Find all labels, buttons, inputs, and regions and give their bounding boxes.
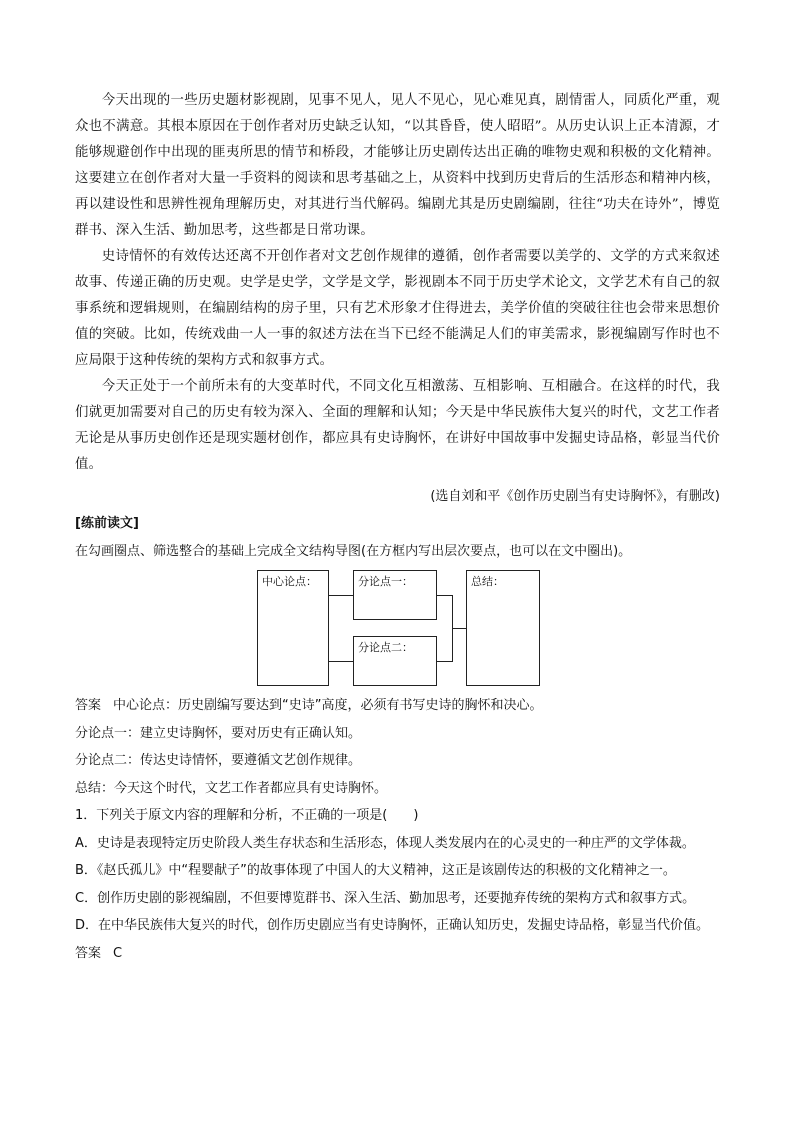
answer-label: 答案 xyxy=(75,698,102,713)
connector-line xyxy=(452,628,466,629)
practice-instruction: 在勾画圈点、筛选整合的基础上完成全文结构导图(在方框内写出层次要点，也可以在文中圈出)。 xyxy=(75,544,632,559)
passage-paragraph-2: 史诗情怀的有效传达还离不开创作者对文艺创作规律的遵循，创作者需要以美学的、文学的方式来叙述故事、传递正确的历史观。史学是史学，文学是文学，影视剧本不同于历史学术论文，文学艺术有自己的叙事系统和逻辑规则，在编剧结构的房子里，只有艺术形象才住得进去，美学价值的突破往往也会带来思想价值的突破。比如，传统戏曲一人一事的叙述方法在当下已经不能满足人们的审美需求，影视编剧写作时也不应局限于这种传统的架构方式和叙事方式。 xyxy=(75,249,720,368)
passage-source: (选自刘和平《创作历史剧当有史诗胸怀》，有删改) xyxy=(430,489,720,504)
answer-central-text: 中心论点：历史剧编写要达到“史诗”高度，必须有书写史诗的胸怀和决心。 xyxy=(113,698,543,713)
answer-sub-2: 分论点二：传达史诗情怀，要遵循文艺创作规律。 xyxy=(75,753,362,768)
option-c: C．创作历史剧的影视编剧，不但要博览群书、深入生活、勤加思考，还要抛弃传统的架构方式和叙事方式。 xyxy=(75,890,696,906)
question-stem: 1．下列关于原文内容的理解和分析，不正确的一项是( ) xyxy=(75,808,419,823)
structure-diagram xyxy=(75,570,720,686)
passage-paragraph-3: 今天正处于一个前所未有的大变革时代，不同文化互相激荡、互相影响、互相融合。在这样的时代，我们就更加需要对自己的历史有较为深入、全面的理解和认知；今天是中华民族伟大复兴的时代，文艺工作者无论是从事历史创作还是现实题材创作，都应具有史诗胸怀，在讲好中国故事中发掘史诗品格，彰显当代价值。 xyxy=(75,379,720,472)
question-answer-value: C xyxy=(113,945,123,961)
connector-line xyxy=(329,595,353,596)
summary-box[interactable] xyxy=(466,570,540,686)
document-page xyxy=(75,88,720,967)
connector-line xyxy=(437,595,452,596)
option-a: A．史诗是表现特定历史阶段人类生存状态和生活形态，体现人类发展内在的心灵史的一种庄严的文学体裁。 xyxy=(75,835,695,851)
sub-point-1-label: 分论点一： xyxy=(358,575,413,588)
connector-line xyxy=(329,661,353,662)
practice-title: [练前读文] xyxy=(75,516,139,531)
sub-point-2-box[interactable] xyxy=(353,636,437,686)
central-point-box[interactable] xyxy=(257,570,329,686)
sub-point-1-box[interactable] xyxy=(353,570,437,620)
question-answer xyxy=(75,940,720,968)
connector-line xyxy=(437,661,452,662)
question-answer-label: 答案 xyxy=(75,945,102,961)
option-b: B．《赵氏孤儿》中“程婴献子”的故事体现了中国人的大义精神，这正是该剧传达的积极的文化精神之一。 xyxy=(75,863,676,878)
central-point-label: 中心论点： xyxy=(262,575,317,588)
sub-point-2-label: 分论点二： xyxy=(358,641,413,654)
passage-paragraph-1: 今天出现的一些历史题材影视剧，见事不见人，见人不见心，见心难见真，剧情雷人，同质化严重，观众也不满意。其根本原因在于创作者对历史缺乏认知，“以其昏昏，使人昭昭”。从历史认识上正本清源，才能够规避创作中出现的匪夷所思的情节和桥段，才能够让历史剧传达出正确的唯物史观和积极的文化精神。这要建立在创作者对大量一手资料的阅读和思考基础之上，从资料中找到历史背后的生活形态和精神内核，再以建设性和思辨性视角理解历史，对其进行当代解码。编剧尤其是历史剧编剧，往往“功夫在诗外”，博览群书、深入生活、勤加思考，这些都是日常功课。 xyxy=(75,93,720,238)
option-d: D．在中华民族伟大复兴的时代，创作历史剧应当有史诗胸怀，正确认知历史，发掘史诗品格，彰显当代价值。 xyxy=(75,918,710,933)
summary-label: 总结： xyxy=(471,575,504,588)
answer-summary: 总结：今天这个时代，文艺工作者都应具有史诗胸怀。 xyxy=(75,780,388,796)
answer-sub-1: 分论点一：建立史诗胸怀，要对历史有正确认知。 xyxy=(75,725,362,741)
answer-central xyxy=(75,692,720,720)
